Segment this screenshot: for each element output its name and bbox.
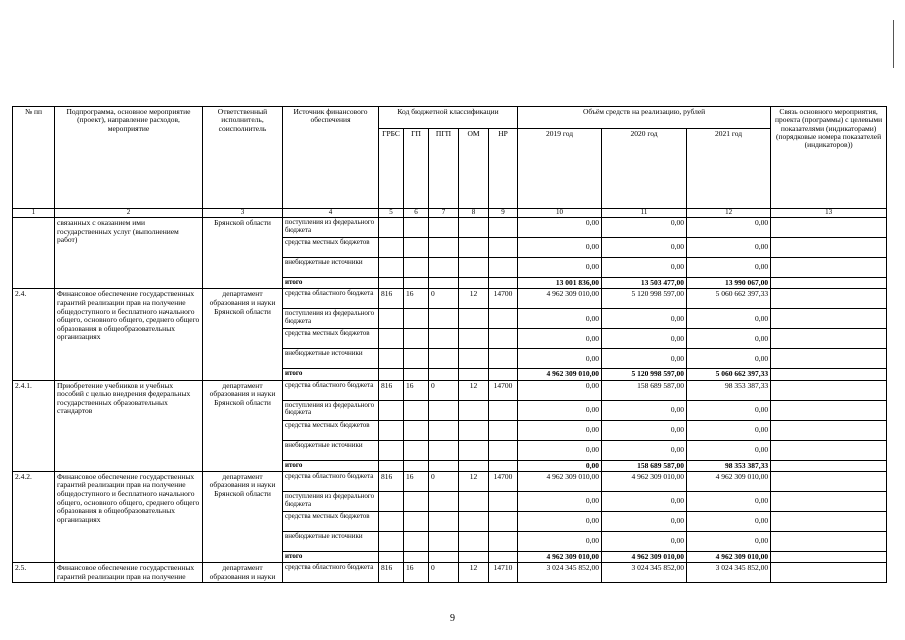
amount-2020: 158 689 587,00 [602,380,687,400]
funding-source: средства областного бюджета [283,471,379,491]
code-nr: 14700 [489,471,518,491]
header-year-2019: 2019 год [518,129,602,209]
amount-2021: 0,00 [687,511,771,531]
code-om: 12 [459,380,489,400]
funding-source: поступления из федерального бюджета [283,491,379,511]
total-2021: 98 353 387,33 [687,460,771,471]
indicator-link [771,531,887,551]
indicator-link [771,238,887,258]
code-gp-empty [404,531,429,551]
amount-2019: 0,00 [518,329,602,349]
column-number: 5 [379,209,404,218]
table-row [13,471,887,491]
code-grbs [379,218,404,238]
amount-2021: 98 353 387,33 [687,380,771,400]
code-pgp-empty [429,511,459,531]
header-program: Подпрограмма, основное мероприятие (проект), направление расходов, мероприятие [55,107,203,209]
amount-2021: 0,00 [687,420,771,440]
code-om: 12 [459,471,489,491]
total-label: итого [283,460,379,471]
code-pgp [429,218,459,238]
code-grbs: 816 [379,289,404,309]
code-grbs: 816 [379,563,404,583]
code-om: 12 [459,563,489,583]
code-om-empty [459,491,489,511]
amount-2020: 0,00 [602,511,687,531]
header-pgp: ПГП [429,129,459,209]
header-gp: ГП [404,129,429,209]
code-gp: 16 [404,471,429,491]
code-nr-empty [489,440,518,460]
total-label: итого [283,278,379,289]
funding-source: средства местных бюджетов [283,238,379,258]
row-index: 2.5. [13,563,55,583]
column-number: 9 [489,209,518,218]
total-2021: 13 990 067,00 [687,278,771,289]
code-gp: 16 [404,289,429,309]
activity-name: Приобретение учебников и учебных пособий с целью внедрения федеральных государственных образовательных стандартов [55,380,203,471]
code-om-empty [459,420,489,440]
indicator-link [771,400,887,420]
code-nr [489,218,518,238]
code-grbs-empty [379,491,404,511]
activity-name: Финансовое обеспечение государственных гарантий реализации прав на получение общедоступного и бесплатного начального общего, основного общего, среднего общего образования в общеобразовательных организациях [55,289,203,380]
indicator-link [771,491,887,511]
amount-2021: 5 060 662 397,33 [687,289,771,309]
code-om-empty [459,369,489,380]
column-number: 7 [429,209,459,218]
code-pgp: 0 [429,380,459,400]
total-2021: 5 060 662 397,33 [687,369,771,380]
total-2019: 13 001 836,00 [518,278,602,289]
code-om-empty [459,440,489,460]
code-gp-empty [404,420,429,440]
indicator-link [771,289,887,309]
code-pgp-empty [429,440,459,460]
amount-2020: 0,00 [602,440,687,460]
code-pgp-empty [429,400,459,420]
funding-source: внебюджетные источники [283,531,379,551]
total-2019: 0,00 [518,460,602,471]
code-grbs-empty [379,531,404,551]
funding-source: средства областного бюджета [283,380,379,400]
amount-2021: 0,00 [687,218,771,238]
indicator-link [771,349,887,369]
budget-table [12,106,887,583]
amount-2021: 3 024 345 852,00 [687,563,771,583]
amount-2019: 0,00 [518,380,602,400]
code-gp-empty [404,551,429,562]
code-nr-empty [489,258,518,278]
indicator-link [771,471,887,491]
indicator-link [771,551,887,562]
header-volume: Объём средств на реализацию, рублей [518,107,771,129]
code-pgp-empty [429,329,459,349]
total-2021: 4 962 309 010,00 [687,551,771,562]
amount-2021: 0,00 [687,238,771,258]
amount-2021: 0,00 [687,440,771,460]
code-om-empty [459,329,489,349]
amount-2019: 0,00 [518,511,602,531]
funding-source: средства местных бюджетов [283,329,379,349]
code-grbs-empty [379,551,404,562]
funding-source: средства областного бюджета [283,563,379,583]
amount-2020: 5 120 998 597,00 [602,289,687,309]
amount-2019: 3 024 345 852,00 [518,563,602,583]
amount-2021: 0,00 [687,309,771,329]
header-nr: НР [489,129,518,209]
total-label: итого [283,551,379,562]
table-row [13,218,887,238]
funding-source: средства местных бюджетов [283,420,379,440]
amount-2021: 0,00 [687,329,771,349]
column-number: 8 [459,209,489,218]
activity-name: Финансовое обеспечение государственных гарантий реализации прав на получение [55,563,203,583]
code-grbs-empty [379,329,404,349]
code-nr-empty [489,349,518,369]
code-pgp: 0 [429,563,459,583]
code-pgp: 0 [429,471,459,491]
code-gp [404,218,429,238]
code-pgp: 0 [429,289,459,309]
column-number-row [13,209,887,218]
code-nr-empty [489,420,518,440]
code-gp-empty [404,400,429,420]
code-om-empty [459,511,489,531]
amount-2020: 4 962 309 010,00 [602,471,687,491]
amount-2021: 0,00 [687,400,771,420]
indicator-link [771,440,887,460]
amount-2020: 0,00 [602,258,687,278]
page-edge-mark [893,20,894,68]
code-grbs: 816 [379,471,404,491]
indicator-link [771,329,887,349]
indicator-link [771,258,887,278]
amount-2019: 0,00 [518,349,602,369]
funding-source: средства областного бюджета [283,289,379,309]
indicator-link [771,460,887,471]
code-pgp-empty [429,551,459,562]
code-grbs-empty [379,440,404,460]
table-body [13,218,887,583]
code-nr-empty [489,491,518,511]
indicator-link [771,380,887,400]
amount-2021: 0,00 [687,349,771,369]
executor: департамент образования и науки Брянской области [203,471,283,562]
funding-source: поступления из федерального бюджета [283,309,379,329]
column-number: 11 [602,209,687,218]
amount-2019: 0,00 [518,309,602,329]
total-2020: 158 689 587,00 [602,460,687,471]
code-grbs-empty [379,460,404,471]
code-nr: 14700 [489,380,518,400]
header-num: № пп [13,107,55,209]
code-om [459,218,489,238]
amount-2020: 0,00 [602,400,687,420]
amount-2019: 0,00 [518,400,602,420]
column-number: 1 [13,209,55,218]
code-gp-empty [404,440,429,460]
amount-2021: 0,00 [687,258,771,278]
funding-source: внебюджетные источники [283,440,379,460]
header-row [13,107,887,129]
executor: департамент образования и науки Брянской области [203,289,283,380]
column-number: 13 [771,209,887,218]
code-nr-empty [489,369,518,380]
amount-2021: 4 962 309 010,00 [687,471,771,491]
amount-2019: 4 962 309 010,00 [518,471,602,491]
code-nr: 14700 [489,289,518,309]
amount-2020: 0,00 [602,491,687,511]
code-om-empty [459,258,489,278]
code-nr-empty [489,460,518,471]
code-pgp-empty [429,309,459,329]
total-2020: 4 962 309 010,00 [602,551,687,562]
code-nr: 14710 [489,563,518,583]
indicator-link [771,309,887,329]
column-number: 4 [283,209,379,218]
code-pgp-empty [429,258,459,278]
code-nr-empty [489,309,518,329]
total-2020: 13 503 477,00 [602,278,687,289]
indicator-link [771,369,887,380]
code-nr-empty [489,238,518,258]
header-om: ОМ [459,129,489,209]
code-gp-empty [404,258,429,278]
header-year-2021: 2021 год [687,129,771,209]
code-grbs-empty [379,400,404,420]
header-source: Источник финансового обеспечения [283,107,379,209]
code-pgp-empty [429,349,459,369]
table-row [13,380,887,400]
code-om-empty [459,531,489,551]
amount-2019: 0,00 [518,420,602,440]
funding-source: внебюджетные источники [283,258,379,278]
code-nr-empty [489,511,518,531]
row-index: 2.4. [13,289,55,380]
code-om-empty [459,551,489,562]
amount-2020: 0,00 [602,531,687,551]
code-pgp-empty [429,460,459,471]
indicator-link [771,420,887,440]
header-year-2020: 2020 год [602,129,687,209]
code-gp-empty [404,511,429,531]
code-grbs-empty [379,238,404,258]
amount-2020: 0,00 [602,329,687,349]
column-number: 2 [55,209,203,218]
column-number: 10 [518,209,602,218]
code-grbs-empty [379,369,404,380]
code-nr-empty [489,278,518,289]
amount-2020: 0,00 [602,238,687,258]
code-grbs-empty [379,511,404,531]
code-gp-empty [404,278,429,289]
amount-2020: 0,00 [602,218,687,238]
code-grbs-empty [379,258,404,278]
amount-2019: 0,00 [518,491,602,511]
table-row [13,563,887,583]
column-number: 12 [687,209,771,218]
code-om-empty [459,349,489,369]
code-pgp-empty [429,278,459,289]
code-om-empty [459,309,489,329]
code-gp-empty [404,309,429,329]
total-2020: 5 120 998 597,00 [602,369,687,380]
funding-source: поступления из федерального бюджета [283,218,379,238]
code-nr-empty [489,329,518,349]
code-gp: 16 [404,380,429,400]
amount-2020: 0,00 [602,349,687,369]
code-grbs-empty [379,349,404,369]
amount-2019: 0,00 [518,258,602,278]
executor: Брянской области [203,218,283,289]
executor: департамент образования и науки [203,563,283,583]
amount-2020: 0,00 [602,309,687,329]
code-gp-empty [404,491,429,511]
amount-2020: 0,00 [602,420,687,440]
funding-source: средства местных бюджетов [283,511,379,531]
code-om-empty [459,278,489,289]
code-nr-empty [489,531,518,551]
indicator-link [771,218,887,238]
amount-2019: 0,00 [518,238,602,258]
executor: департамент образования и науки Брянской области [203,380,283,471]
code-pgp-empty [429,491,459,511]
activity-name: Финансовое обеспечение государственных гарантий реализации прав на получение общедоступного и бесплатного начального общего, основного общего, среднего общего образования в общеобразовательных организациях [55,471,203,562]
code-gp-empty [404,349,429,369]
total-2019: 4 962 309 010,00 [518,551,602,562]
total-label: итого [283,369,379,380]
row-index: 2.4.1. [13,380,55,471]
indicator-link [771,563,887,583]
activity-name: связанных с оказанием ими государственных услуг (выполнением работ) [55,218,203,289]
amount-2020: 3 024 345 852,00 [602,563,687,583]
code-pgp-empty [429,420,459,440]
code-gp-empty [404,369,429,380]
amount-2021: 0,00 [687,491,771,511]
amount-2021: 0,00 [687,531,771,551]
code-grbs-empty [379,420,404,440]
page-number: 9 [450,613,455,624]
column-number: 6 [404,209,429,218]
amount-2019: 4 962 309 010,00 [518,289,602,309]
table-row [13,289,887,309]
header-grbs: ГРБС [379,129,404,209]
code-gp-empty [404,238,429,258]
amount-2019: 0,00 [518,531,602,551]
header-link: Связь основного мероприятия, проекта (программы) с целевыми показателями (индикаторами) (порядковые номера показателей (индикаторов)) [771,107,887,209]
row-index [13,218,55,289]
code-pgp-empty [429,531,459,551]
code-pgp-empty [429,238,459,258]
code-pgp-empty [429,369,459,380]
code-grbs-empty [379,309,404,329]
indicator-link [771,278,887,289]
code-grbs-empty [379,278,404,289]
code-nr-empty [489,551,518,562]
code-gp: 16 [404,563,429,583]
code-nr-empty [489,400,518,420]
funding-source: поступления из федерального бюджета [283,400,379,420]
amount-2019: 0,00 [518,218,602,238]
code-om-empty [459,460,489,471]
code-om-empty [459,400,489,420]
code-gp-empty [404,460,429,471]
indicator-link [771,511,887,531]
code-om-empty [459,238,489,258]
code-grbs: 816 [379,380,404,400]
total-2019: 4 962 309 010,00 [518,369,602,380]
row-index: 2.4.2. [13,471,55,562]
funding-source: внебюджетные источники [283,349,379,369]
code-om: 12 [459,289,489,309]
amount-2019: 0,00 [518,440,602,460]
header-budget-code: Код бюджетной классификации [379,107,518,129]
column-number: 3 [203,209,283,218]
header-executor: Ответственный исполнитель, соисполнитель [203,107,283,209]
code-gp-empty [404,329,429,349]
